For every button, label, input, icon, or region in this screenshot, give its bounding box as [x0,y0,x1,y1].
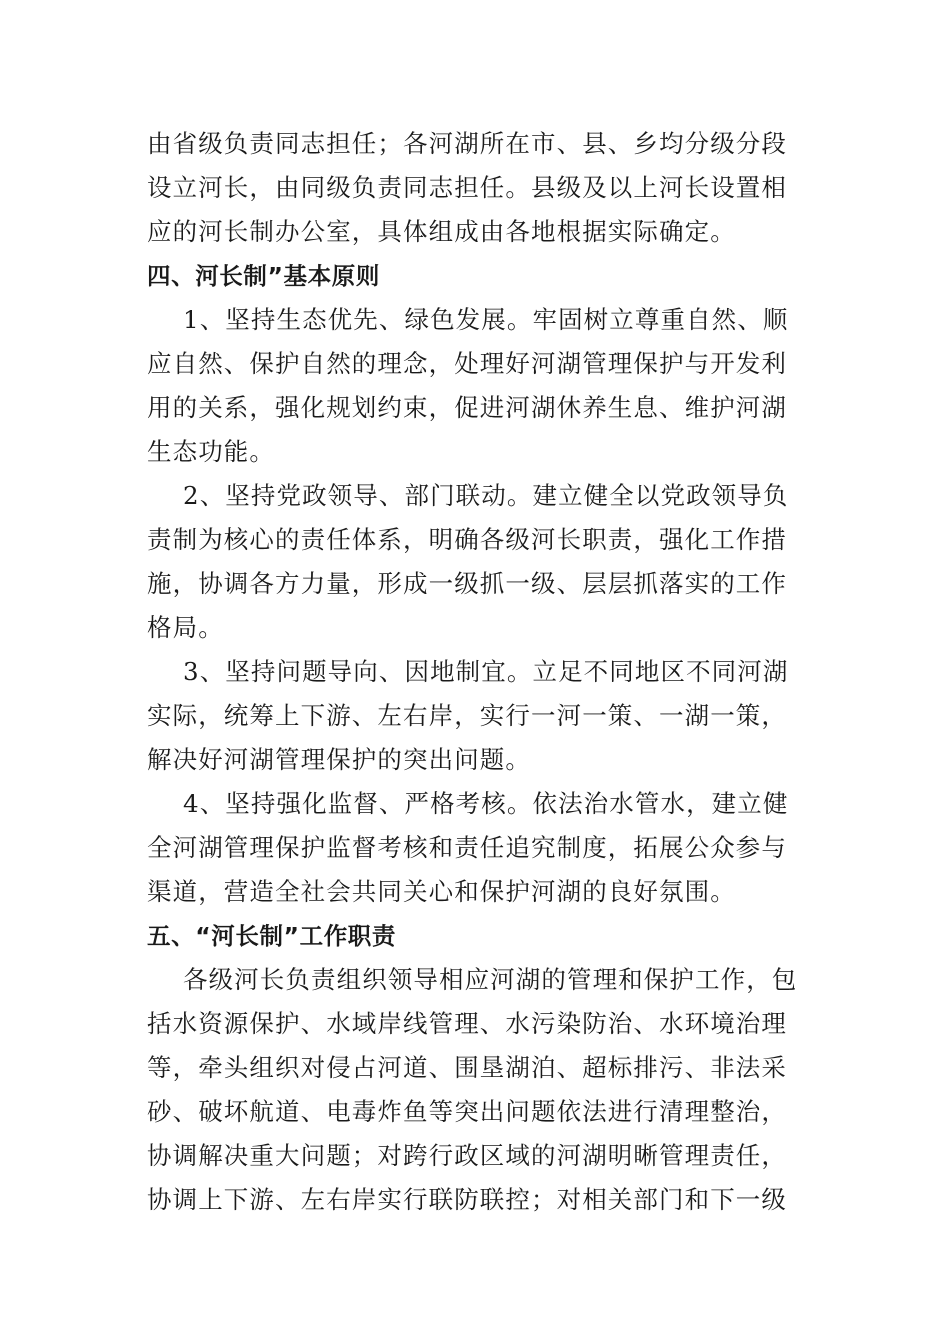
section-heading: 五、“河长制”工作职责 [147,922,396,950]
text-line: 实际，统筹上下游、左右岸，实行一河一策、一湖一策， [147,701,787,730]
text-line: 各级河长负责组织领导相应河湖的管理和保护工作，包 [183,965,798,994]
text-line: 格局。 [147,613,224,642]
text-line: 4、坚持强化监督、严格考核。依法治水管水，建立健 [183,789,789,818]
text-line: 等，牵头组织对侵占河道、围垦湖泊、超标排污、非法采 [147,1053,787,1082]
text-line: 3、坚持问题导向、因地制宜。立足不同地区不同河湖 [183,657,789,686]
text-line: 由省级负责同志担任；各河湖所在市、县、乡均分级分段 [147,129,787,158]
section-heading: 四、河长制”基本原则 [147,262,380,290]
document-body [147,122,827,1222]
text-line: 施，协调各方力量，形成一级抓一级、层层抓落实的工作 [147,569,787,598]
text-line: 砂、破坏航道、电毒炸鱼等突出问题依法进行清理整治， [147,1097,787,1126]
text-line: 解决好河湖管理保护的突出问题。 [147,745,531,774]
text-line: 2、坚持党政领导、部门联动。建立健全以党政领导负 [183,481,789,510]
text-line: 1、坚持生态优先、绿色发展。牢固树立尊重自然、顺 [183,305,789,334]
text-line: 应的河长制办公室，具体组成由各地根据实际确定。 [147,217,736,246]
text-line: 渠道，营造全社会共同关心和保护河湖的良好氛围。 [147,877,736,906]
text-line: 用的关系，强化规划约束，促进河湖休养生息、维护河湖 [147,393,787,422]
text-line: 协调解决重大问题；对跨行政区域的河湖明晰管理责任， [147,1141,787,1170]
text-line: 协调上下游、左右岸实行联防联控；对相关部门和下一级 [147,1185,787,1214]
text-line: 应自然、保护自然的理念，处理好河湖管理保护与开发利 [147,349,787,378]
text-line: 生态功能。 [147,437,275,466]
text-line: 括水资源保护、水域岸线管理、水污染防治、水环境治理 [147,1009,787,1038]
text-line: 全河湖管理保护监督考核和责任追究制度，拓展公众参与 [147,833,787,862]
text-line: 设立河长，由同级负责同志担任。县级及以上河长设置相 [147,173,787,202]
text-line: 责制为核心的责任体系，明确各级河长职责，强化工作措 [147,525,787,554]
